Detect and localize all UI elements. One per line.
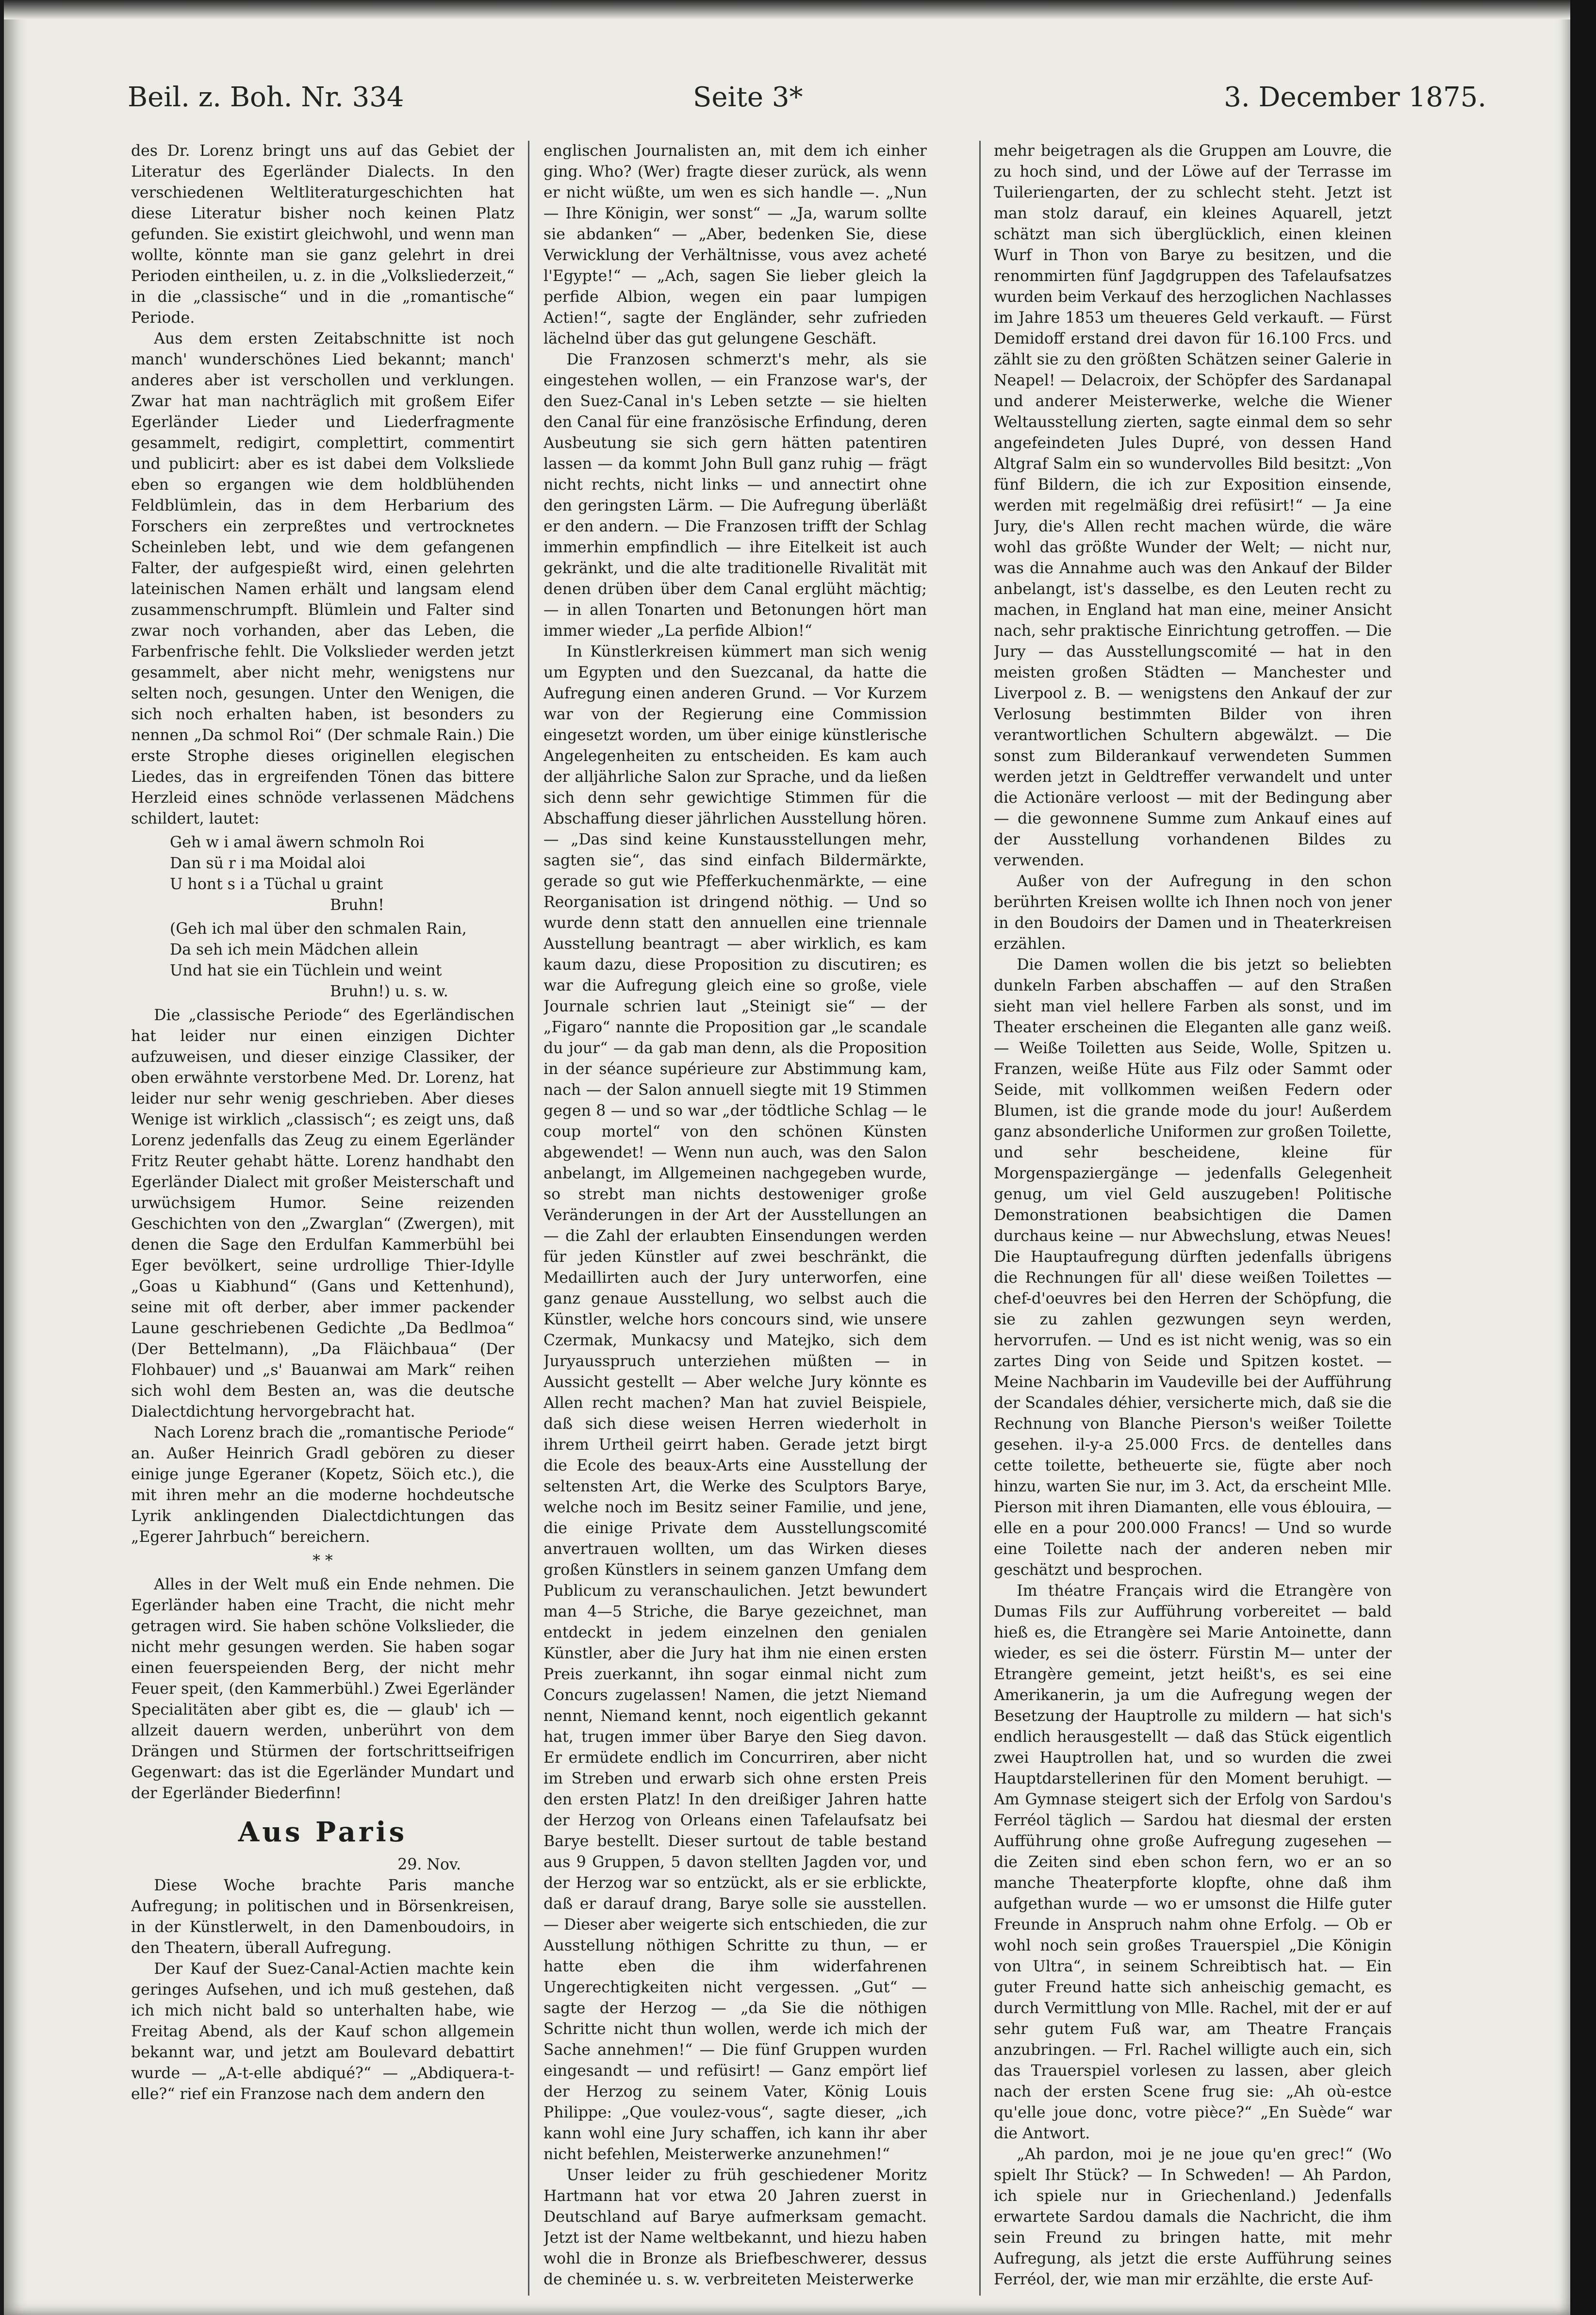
page-header (128, 82, 1486, 125)
section-separator: * * (313, 1552, 333, 1570)
verse-line: Bruhn!) u. s. w. (330, 983, 448, 1000)
column-1 (131, 141, 514, 2296)
column-3 (994, 141, 1392, 2296)
header-supplement-number: Beil. z. Boh. Nr. 334 (128, 82, 404, 113)
header-page-number: Seite 3* (693, 82, 803, 113)
paragraph: mehr beigetragen als die Gruppen am Louvre, die zu hoch sind, und der Löwe auf der Terrasse im Tuileriengarten, der zu schlecht steht. Jetzt ist man stolz darauf, ein kleines Aquarell, jetzt schätzt man sich überglücklich, einen kleinen Wurf in Thon von Barye zu besitzen, und die renommirten fünf Jagdgruppen des Tafelaufsatzes wurden beim Verkauf des herzoglichen Nachlasses im Jahre 1853 um theueres Geld verkauft. — Fürst Demidoff erstand drei davon für 16.100 Frcs. und zählt sie zu den größten Schätzen seiner Galerie in Neapel! — Delacroix, der Schöpfer des Sardanapal und anderer Meisterwerke, welche die Wiener Weltausstellung zierten, sagte einmal dem so sehr angefeindeten Jules Dupré, von dessen Hand Altgraf Salm ein so wundervolles Bild besitzt: „Von fünf Bildern, die ich zur Exposition einsende, werden mit regelmäßig drei refüsirt!“ — Ja eine Jury, die's Allen recht machen würde, die wäre wohl das größte Wunder der Welt; — nicht nur, was die Annahme auch was den Ankauf der Bilder anbelangt, ist's dasselbe, es den Leuten recht zu machen, in England hat man eine, meiner Ansicht nach, sehr praktische Einrichtung getroffen. — Die Jury — das Ausstellungscomité — hat in den meisten großen Städten — Manchester und Liverpool z. B. — wenigstens den Ankauf der zur Verlosung bestimmten Bilder von ihren verantwortlichen Schultern abgewälzt. — Die sonst zum Bilderankauf verwendeten Summen werden jetzt in Geldtreffer verwandelt und unter die Actionäre verloost — mit der Bedingung aber — die gewonnene Summe zum Ankauf eines auf der Ausstellung vorhandenen Bildes zu verwenden. (994, 142, 1392, 869)
paragraph: Die Damen wollen die bis jetzt so beliebten dunkeln Farben abschaffen — auf den Straßen sieht man viel hellere Farben als sonst, und im Theater erscheinen die Eleganten alle ganz weiß. — Weiße Toiletten aus Seide, Wolle, Spitzen u. Franzen, weiße Hüte aus Filz oder Sammt oder Seide, mit vollkommen weißen Federn oder Blumen, ist die grande mode du jour! Außerdem ganz absonderliche Uniformen zur großen Toilette, und sehr bescheidene, kleine für Morgenspaziergänge — jedenfalls Gelegenheit genug, um viel Geld auszugeben! Politische Demonstrationen beabsichtigen die Damen durchaus keine — nur Abwechslung, etwas Neues! Die Hauptaufregung dürften jedenfalls übrigens die Rechnungen für all' diese weißen Toilettes — chef-d'oeuvres bei den Herren der Schöpfung, die sie zu zahlen gezwungen seyn werden, hervorrufen. — Und es ist nicht wenig, was so ein zartes Ding von Seide und Spitzen kostet. — Meine Nachbarin im Vaudeville bei der Aufführung der Scandales déhier, versicherte mich, daß sie die Rechnung von Blanche Pierson's weißer Toilette gesehen. il-y-a 25.000 Frcs. de dentelles dans cette toilette, betheuerte sie, fügte aber noch hinzu, warten Sie nur, im 3. Act, da erscheint Mlle. Pierson mit ihren Diamanten, elle vous éblouira, — elle en a pour 200.000 Francs! — Und so wurde eine Toilette nach der anderen neben mir geschätzt und besprochen. (994, 956, 1392, 1579)
verse-line: Geh w i amal äwern schmoln Roi (170, 834, 425, 851)
section-title: Aus Paris (238, 1816, 408, 1848)
verse-line: Und hat sie ein Tüchlein und weint (170, 962, 442, 979)
header-date: 3. December 1875. (1224, 82, 1486, 113)
page-top-edge (4, 0, 1570, 19)
scan-border (1570, 0, 1596, 2315)
paragraph: Die Franzosen schmerzt's mehr, als sie eingestehen wollen, — ein Franzose war's, der den Suez-Canal in's Leben setzte — sie hielten den Canal für eine französische Erfindung, deren Ausbeutung sie sich gern hätten patentiren lassen — da kommt John Bull ganz ruhig — frägt nicht rechts, nicht links — und annectirt ohne den geringsten Lärm. — Die Aufregung überläßt er den andern. — Die Franzosen trifft der Schlag immerhin empfindlich — ihre Eitelkeit ist auch gekränkt, und die alte traditionelle Rivalität mit denen drüben über dem Canal erglüht mächtig; — in allen Tonarten und Betonungen hört man immer wieder „La perfide Albion!“ (543, 351, 927, 640)
column-2 (543, 141, 927, 2296)
verse-line: Da seh ich mein Mädchen allein (170, 941, 419, 959)
verse-line: U hont s i a Tüchal u graint (170, 876, 383, 893)
dialect-verse (170, 832, 514, 916)
paragraph: „Ah pardon, moi je ne joue qu'en grec!“ (Wo spielt Ihr Stück? — In Schweden! — Ah Pardon, ich spiele nur in Griechenland.) Jedenfalls erwartete Sardou damals die Nachricht, die ihm sein Freund zu bringen hatte, mit mehr Aufregung, als jetzt die erste Aufführung seines Ferréol, der, wie man mir erzählte, die erste Auf- (994, 2146, 1392, 2288)
paragraph: Nach Lorenz brach die „romantische Periode“ an. Außer Heinrich Gradl gebören zu dieser einige junge Egeraner (Kopetz, Söich etc.), die mit ihren mehr an die moderne hochdeutsche Lyrik anklingenden Dialectdichtungen das „Egerer Jahrbuch“ bereichern. (131, 1424, 514, 1546)
paragraph: Die „classische Periode“ des Egerländischen hat leider nur einen einzigen Dichter aufzuweisen, und dieser einzige Classiker, der oben erwähnte verstorbene Med. Dr. Lorenz, hat leider nur sehr wenig geschrieben. Aber dieses Wenige ist wirklich „classisch“; es zeigt uns, daß Lorenz jedenfalls das Zeug zu einem Egerländer Fritz Reuter gehabt hätte. Lorenz handhabt den Egerländer Dialect mit großer Meisterschaft und urwüchsigem Humor. Seine reizenden Geschichten von den „Zwarglan“ (Zwergen), mit denen die Sage den Erdulfan Kammerbühl bei Eger bevölkert, seine urdrollige Thier-Idylle „Goas u Kiabhund“ (Gans und Kettenhund), seine mit oft derber, aber immer packender Laune geschriebenen Gedichte „Da Bedlmoa“ (Der Bettelmann), „Da Fläichbaua“ (Der Flohbauer) und „s' Bauanwai am Mark“ reihen sich wohl dem Besten an, was die deutsche Dialectdichtung hervorgebracht hat. (131, 1007, 514, 1421)
paragraph: Unser leider zu früh geschiedener Moritz Hartmann hat vor etwa 20 Jahren zuerst in Deutschland auf Barye aufmerksam gemacht. Jetzt ist der Name weltbekannt, und hiezu haben wohl die in Bronze als Briefbeschwerer, dessus de cheminée u. s. w. verbreiteten Meisterwerke (543, 2166, 927, 2288)
paragraph: englischen Journalisten an, mit dem ich einher ging. Who? (Wer) fragte dieser zurück, als wenn er nicht wüßte, um wen es sich handle —. „Nun — Ihre Königin, wer sonst“ — „Ja, warum sollte sie abdanken“ — „Aber, bedenken Sie, diese Verwicklung der Verhältnisse, vous avez acheté l'Egypte!“ — „Ach, sagen Sie lieber gleich la perfide Albion, wegen ein paar lumpigen Actien!“, sagte der Engländer, sehr zufrieden lächelnd über das gut gelungene Geschäft. (543, 142, 927, 347)
paragraph: Alles in der Welt muß ein Ende nehmen. Die Egerländer haben eine Tracht, die nicht mehr getragen wird. Sie haben schöne Volkslieder, die nicht mehr gesungen werden. Sie haben sogar einen feuerspeienden Berg, der nicht mehr Feuer speit, (den Kammerbühl.) Zwei Egerländer Specialitäten aber gibt es, die — glaub' ich — allzeit dauern werden, unberührt von dem Drängen und Stürmen der fortschrittseifrigen Gegenwart: das ist die Egerländer Mundart und der Egerländer Biederfinn! (131, 1576, 514, 1802)
verse-line: (Geh ich mal über den schmalen Rain, (170, 920, 467, 938)
paragraph: In Künstlerkreisen kümmert man sich wenig um Egypten und den Suezcanal, da hatte die Aufregung einen anderen Grund. — Vor Kurzem war von der Regierung eine Commission eingesetzt worden, um über einige künstlerische Angelegenheiten zu entscheiden. Es kam auch der alljährliche Salon zur Sprache, und da ließen sich denn sehr gewichtige Stimmen für die Abschaffung dieser jährlichen Ausstellung hören. — „Das sind keine Kunstausstellungen mehr, sagten sie“, das sind einfach Bildermärkte, gerade so gut wie Pfefferkuchenmärkte, — eine Reorganisation ist dringend nöthig. — Und so wurde denn statt den annuellen eine triennale Ausstellung beantragt — aber wirklich, es kam kaum dazu, diese Proposition zu discutiren; es war die Aufregung gleich eine so große, viele Journale schrien laut „Steinigt sie“ — der „Figaro“ nannte die Proposition gar „le scandale du jour“ — da gab man denn, als die Proposition in der séance supérieure zur Abstimmung kam, nach — der Salon annuell siegte mit 19 Stimmen gegen 8 — und so war „der tödtliche Schlag — le coup mortel“ von den schönen Künsten abgewendet! — Wenn nun auch, was den Salon anbelangt, im Allgemeinen nachgegeben wurde, so strebt man nichts destoweniger große Veränderungen in der Art der Ausstellungen an — die Zahl der erlaubten Einsendungen werden für jeden Künstler auf zwei beschränkt, die Medaillirten auch der Jury unterworfen, eine ganz genaue Ausstellung, wo selbst auch die Künstler, welche hors concours sind, wie unsere Czermak, Munkacsy und Matejko, sich dem Juryausspruch unterziehen müßten — in Aussicht gestellt — Aber welche Jury könnte es Allen recht machen? Man hat zuviel Beispiele, daß sich diese weisen Herren wiederholt in ihrem Urtheil geirrt haben. Gerade jetzt birgt die Ecole des beaux-Arts eine Ausstellung der seltensten Art, die Werke des Sculptors Barye, welche noch im Besitz seiner Familie, und jene, die einige Private dem Ausstellungscomité anvertrauen wollten, um das Wirken dieses großen Künstlers in seinem ganzen Umfang dem Publicum zu veranschaulichen. Jetzt bewundert man 4—5 Striche, die Barye gezeichnet, man entdeckt in jedem einzelnen den genialen Künstler, aber die Jury hat ihm nie einen ersten Preis zuerkannt, ihn sogar einmal nicht zum Concurs zugelassen! Namen, die jetzt Niemand nennt, Niemand kennt, noch eigentlich gekannt hat, trugen immer über Barye den Sieg davon. Er ermüdete endlich im Concurriren, aber nicht im Streben und erwarb sich ohne ersten Preis den ersten Platz! In den dreißiger Jahren hatte der Herzog von Orleans einen Tafelaufsatz bei Barye bestellt. Dieser surtout de table bestand aus 9 Gruppen, 5 davon stellten Jagden vor, und der Herzog war so entzückt, als er sie erblickte, daß er darauf drang, Barye solle sie ausstellen. — Dieser aber weigerte sich entschieden, die zur Ausstellung nöthigen Schritte zu thun, — er hatte eben die ihm widerfahrenen Ungerechtigkeiten nicht vergessen. „Gut“ — sagte der Herzog — „da Sie die nöthigen Schritte nicht thun wollen, werde ich mich der Sache annehmen!“ — Die fünf Gruppen wurden eingesandt — und refüsirt! — Ganz empört lief der Herzog zu seinem Vater, König Louis Philippe: „Que voulez-vous“, sagte dieser, „ich kann wohl eine Jury schaffen, ich kann ihr aber nicht befehlen, Meisterwerke anzunehmen!“ (543, 643, 927, 2163)
paragraph: Diese Woche brachte Paris manche Aufregung; in politischen und in Börsenkreisen, in der Künstlerwelt, in den Damenboudoirs, in den Theatern, überall Aufregung. (131, 1877, 514, 1957)
paragraph: Der Kauf der Suez-Canal-Actien machte kein geringes Aufsehen, und ich muß gestehen, daß ich mich nicht bald so unterhalten habe, wie Freitag Abend, als der Kauf schon allgemein bekannt war, und jetzt am Boulevard debattirt wurde — „A-t-elle abdiqué?“ — „Abdiquera-t-elle?“ rief ein Franzose nach dem andern den (131, 1960, 514, 2103)
paragraph: des Dr. Lorenz bringt uns auf das Gebiet der Literatur des Egerländer Dialects. In den verschiedenen Weltliteraturgeschichten hat diese Literatur bisher noch keinen Platz gefunden. Sie existirt gleichwohl, und wenn man wollte, könnte man sie ganz gelehrt in drei Perioden eintheilen, u. z. in die „Volksliederzeit,“ in die „classische“ und in die „romantische“ Periode. (131, 142, 514, 327)
column-divider (979, 141, 981, 2296)
verse-line: Dan sü r i ma Moidal aloi (170, 855, 365, 872)
newspaper-page (4, 0, 1570, 2315)
verse-line: Bruhn! (330, 896, 384, 914)
column-divider (528, 141, 529, 2296)
paragraph: Aus dem ersten Zeitabschnitte ist noch manch' wunderschönes Lied bekannt; manch' anderes aber ist verschollen und verklungen. Zwar hat man nachträglich mit großem Eifer Egerländer Lieder und Liederfragmente gesammelt, redigirt, complettirt, commentirt und publicirt: aber es ist dabei dem Volksliede eben so ergangen wie dem holdblühenden Feldblümlein, das in dem Herbarium des Forschers ein zerpreßtes und vertrocknetes Scheinleben lebt, und wie dem gefangenen Falter, der aufgespießt wird, einen gelehrten lateinischen Namen erhält und langsam elend zusammenschrumpft. Blümlein und Falter sind zwar noch vorhanden, aber das Leben, die Farbenfrische fehlt. Die Volkslieder werden jetzt gesammelt, aber nicht mehr, wenigstens nur selten noch, gesungen. Unter den Wenigen, die sich noch erhalten haben, ist besonders zu nennen „Da schmol Roi“ (Der schmale Rain.) Die erste Strophe dieses originellen elegischen Liedes, das in ergreifenden Tönen das bittere Herzleid eines schnöde verlassenen Mädchens schildert, lautet: (131, 330, 514, 827)
paragraph: Außer von der Aufregung in den schon berührten Kreisen wollte ich Ihnen noch von jener in den Boudoirs der Damen und in Theaterkreisen erzählen. (994, 873, 1392, 953)
dateline: 29. Nov. (397, 1856, 461, 1873)
paragraph: Im théatre Français wird die Etrangère von Dumas Fils zur Aufführung vorbereitet — bald hieß es, die Etrangère sei Marie Antoinette, dann wieder, es sei die österr. Fürstin M— unter der Etrangère gemeint, jetzt heißt's, es sei eine Amerikanerin, ja um die Aufregung wegen der Besetzung der Hauptrolle zu mildern — hat sich's endlich herausgestellt — daß das Stück eigentlich zwei Hauptrollen hat, und so wurden die zwei Hauptdarstellerinen für den Moment beruhigt. — Am Gymnase steigert sich der Erfolg von Sardou's Ferréol täglich — Sardou hat diesmal der ersten Aufführung ohne große Aufregung zugesehen — die Zeiten sind eben schon fern, wo er an so manche Theaterpforte klopfte, ohne daß ihm aufgethan wurde — wo er umsonst die Hilfe guter Freunde in Anspruch nahm ohne Erfolg. — Ob er wohl noch sein großes Trauerspiel „Die Königin von Ultra“, in seinem Schreibtisch hat. — Ein guter Freund hatte sich anheischig gemacht, es durch Vermittlung von Mlle. Rachel, mit der er auf sehr gutem Fuß war, am Theatre Français anzubringen. — Frl. Rachel willigte auch ein, sich das Trauerspiel vorlesen zu lassen, aber gleich nach der ersten Scene frug sie: „Ah où-estce qu'elle joue donc, votre pièce?“ „En Suède“ war die Antwort. (994, 1582, 1392, 2142)
translated-verse (170, 919, 514, 1002)
